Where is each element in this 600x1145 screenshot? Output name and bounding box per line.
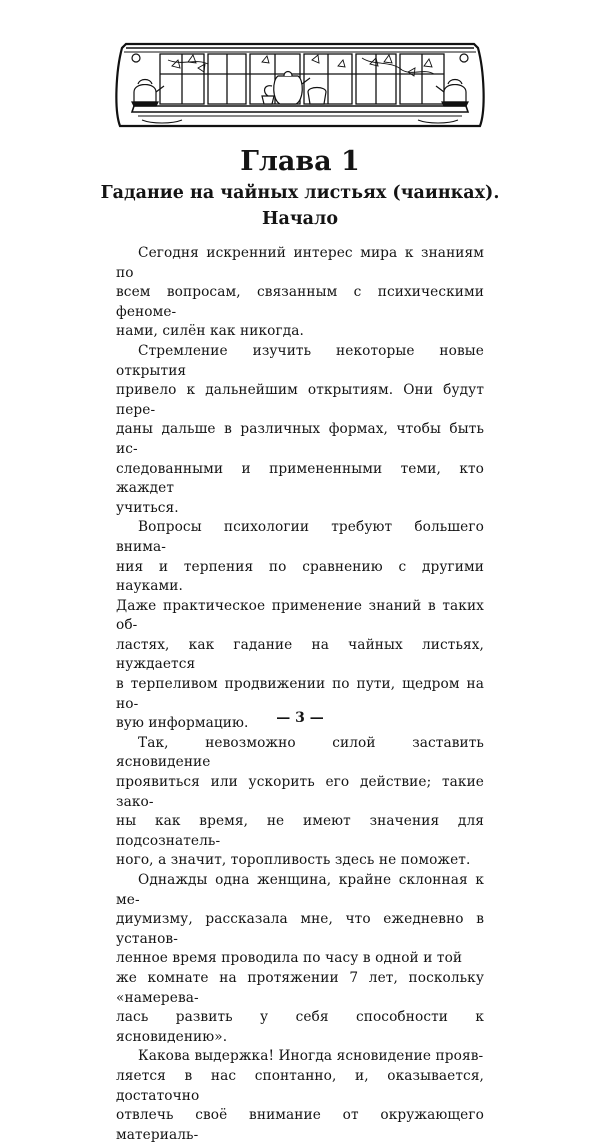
line: даны дальше в различных формах, чтобы быть ис- bbox=[116, 421, 484, 457]
line: Так, невозможно силой заставить ясновидение bbox=[116, 734, 484, 771]
line: вую информацию. bbox=[116, 715, 249, 732]
paragraph bbox=[116, 871, 484, 1047]
line: Даже практическое применение знаний в таких об- bbox=[116, 597, 484, 634]
line: Вопросы психологии требуют большего внима- bbox=[116, 519, 484, 555]
chapter-title: Глава 1 bbox=[240, 146, 360, 177]
line: отвлечь своё внимание от окружающего материаль- bbox=[116, 1107, 484, 1143]
line: ляется в нас спонтанно, и, оказывается, достаточно bbox=[116, 1067, 484, 1104]
line: диумизму, рассказала мне, что ежедневно в установ- bbox=[116, 911, 484, 947]
line: же комнате на протяжении 7 лет, поскольку «намерева- bbox=[116, 969, 484, 1006]
line: учиться. bbox=[116, 499, 179, 516]
chapter-body bbox=[116, 244, 484, 1145]
line: ластях, как гадание на чайных листьях, нуждается bbox=[116, 636, 484, 673]
line: ного, а значит, торопливость здесь не поможет. bbox=[116, 852, 471, 869]
line: нами, силён как никогда. bbox=[116, 323, 304, 340]
line: следованными и примененными теми, кто жаждет bbox=[116, 460, 484, 497]
line: лась развить у себя способности к ясновидению». bbox=[116, 1009, 484, 1045]
paragraph bbox=[116, 342, 484, 518]
paragraph bbox=[116, 1047, 484, 1145]
paragraph bbox=[116, 518, 484, 734]
line: Какова выдержка! Иногда ясновидение прояв- bbox=[138, 1048, 484, 1065]
line: Сегодня искренний интерес мира к знаниям по bbox=[116, 245, 484, 281]
line: проявиться или ускорить его действие; такие зако- bbox=[116, 774, 484, 810]
chapter-subtitle: Гадание на чайных листьях (чаинках). Начало bbox=[100, 183, 500, 229]
paragraph bbox=[116, 734, 484, 871]
page-number: — 3 — bbox=[276, 710, 324, 726]
line: ленное время проводила по часу в одной и той bbox=[116, 950, 463, 967]
line: Однажды одна женщина, крайне склонная к ме- bbox=[116, 872, 484, 908]
line: ны как время, не имеют значения для подсознатель- bbox=[116, 813, 484, 849]
line: в терпеливом продвижении по пути, щедром на но- bbox=[116, 676, 484, 712]
line: ния и терпения по сравнению с другими науками. bbox=[116, 558, 484, 595]
paragraph bbox=[116, 244, 484, 342]
line: Стремление изучить некоторые новые открытия bbox=[116, 342, 484, 379]
line: всем вопросам, связанным с психическими феноме- bbox=[116, 284, 484, 320]
line: привело к дальнейшим открытиям. Они будут пере- bbox=[116, 382, 484, 418]
window-banner-illustration bbox=[112, 40, 488, 128]
